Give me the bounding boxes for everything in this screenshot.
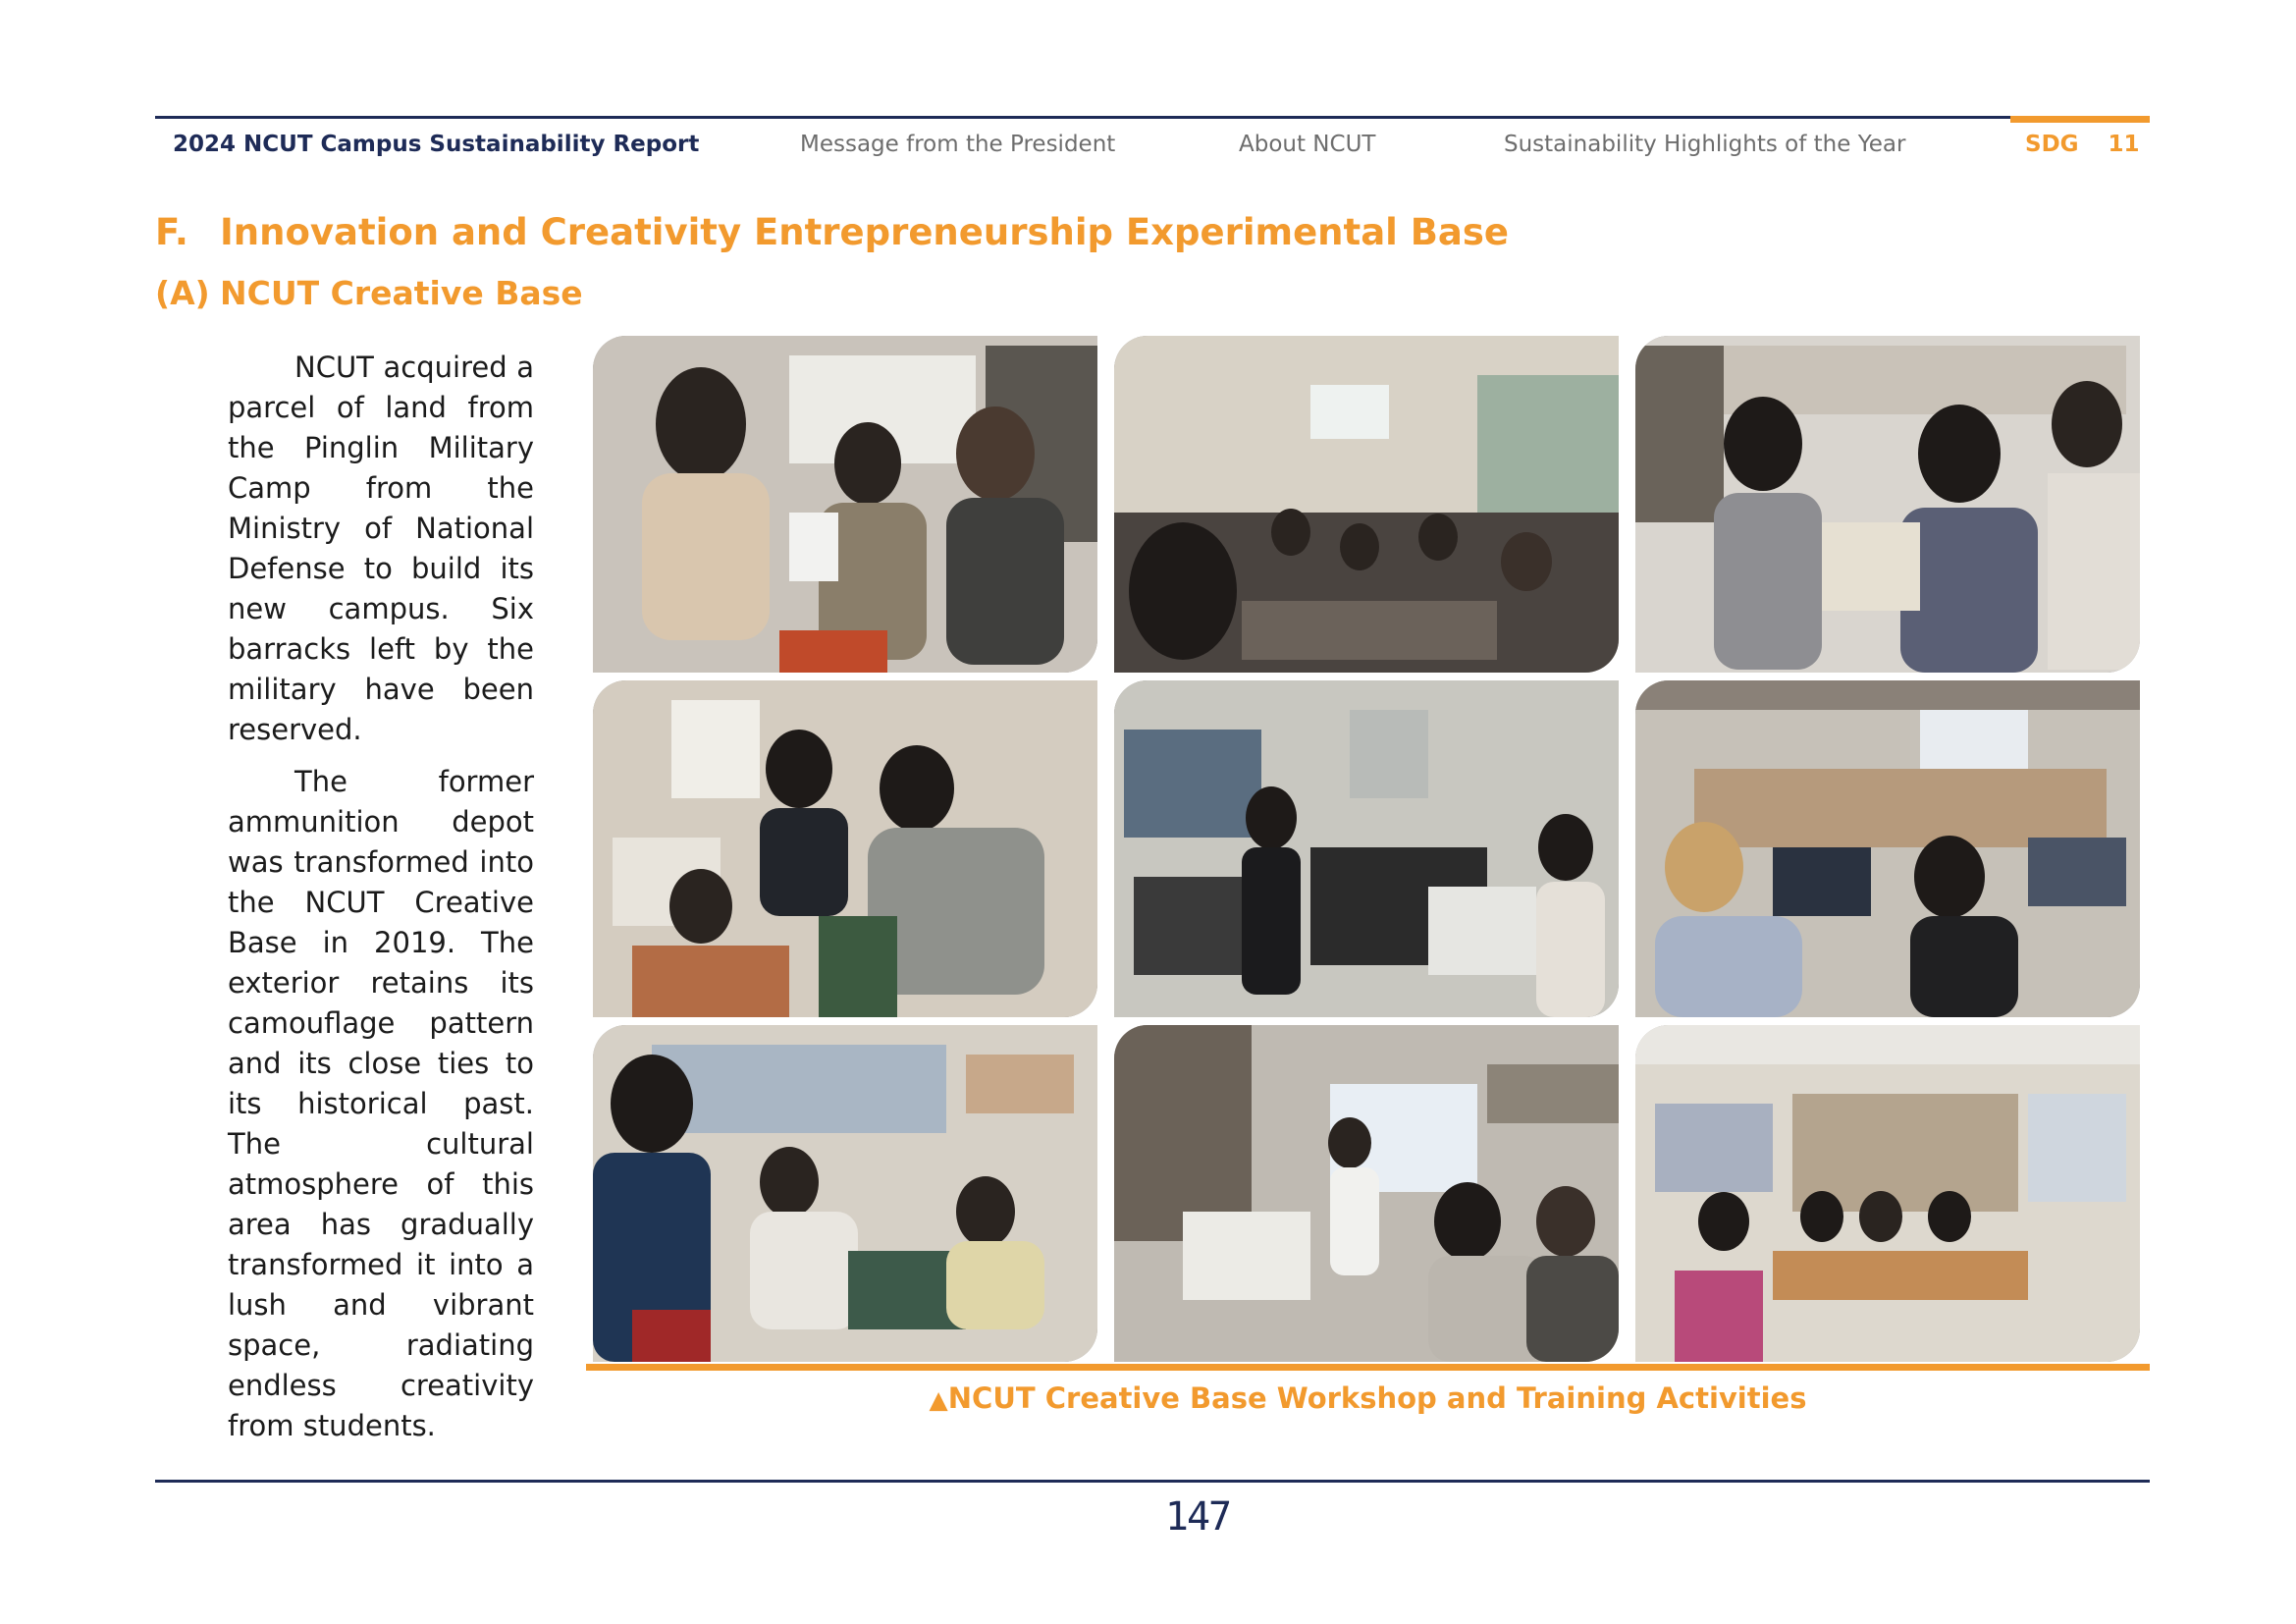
section-number: F. [155,211,188,253]
workshop-photo-machine-training [1114,680,1619,1017]
workshop-photo-students-presenting [593,336,1097,673]
section-title: Innovation and Creativity Entrepreneurship Experimental Base [220,211,1510,253]
sdg-label: SDG [2025,132,2079,157]
subsection-title: NCUT Creative Base [220,274,583,312]
page-number: 147 [1164,1494,1231,1540]
subsection-number: (A) [155,274,210,312]
figure-caption [586,1380,2150,1419]
body-paragraph: NCUT acquired a parcel of land from the Pinglin Military Camp from the Ministry of National Defense to build its new campus. Six barracks left by the military have been reserved. [228,351,534,746]
report-title[interactable]: 2024 NCUT Campus Sustainability Report [173,132,700,157]
triangle-up-icon: ▲ [929,1385,948,1414]
body-paragraph: The former ammunition depot was transformed into the NCUT Creative Base in 2019. The exterior retains its camouflage pattern and its close ties to its historical past. The cultural atmosphere of this area has gradually transformed it into a lush and vibrant space, radiating endless creativity from students. [228,765,534,1442]
body-text [228,348,534,1458]
workshop-photo-hands-on-session [593,680,1097,1017]
workshop-photo-classroom-lecture [1114,336,1619,673]
sdg-number: 11 [2108,132,2140,157]
nav-message-from-president[interactable]: Message from the President [800,132,1116,157]
nav-sustainability-highlights[interactable]: Sustainability Highlights of the Year [1504,132,1906,157]
workshop-photo-speaker-presentation [1114,1025,1619,1362]
workshop-photo-group-exhibition [1635,1025,2140,1362]
sdg-indicator[interactable] [2025,129,2140,160]
photo-grid [593,336,2140,1363]
caption-rule [586,1364,2150,1371]
workshop-photo-computer-lab [1635,680,2140,1017]
section-heading [155,209,1509,256]
workshop-photo-group-at-table [1635,336,2140,673]
workshop-photo-drawing-activity [593,1025,1097,1362]
caption-text: NCUT Creative Base Workshop and Training Activities [947,1381,1807,1415]
subsection-heading [155,273,583,314]
header-accent-bar [2010,116,2150,123]
nav-about-ncut[interactable]: About NCUT [1239,132,1376,157]
header-rule [155,116,2010,119]
footer-rule [155,1480,2150,1483]
